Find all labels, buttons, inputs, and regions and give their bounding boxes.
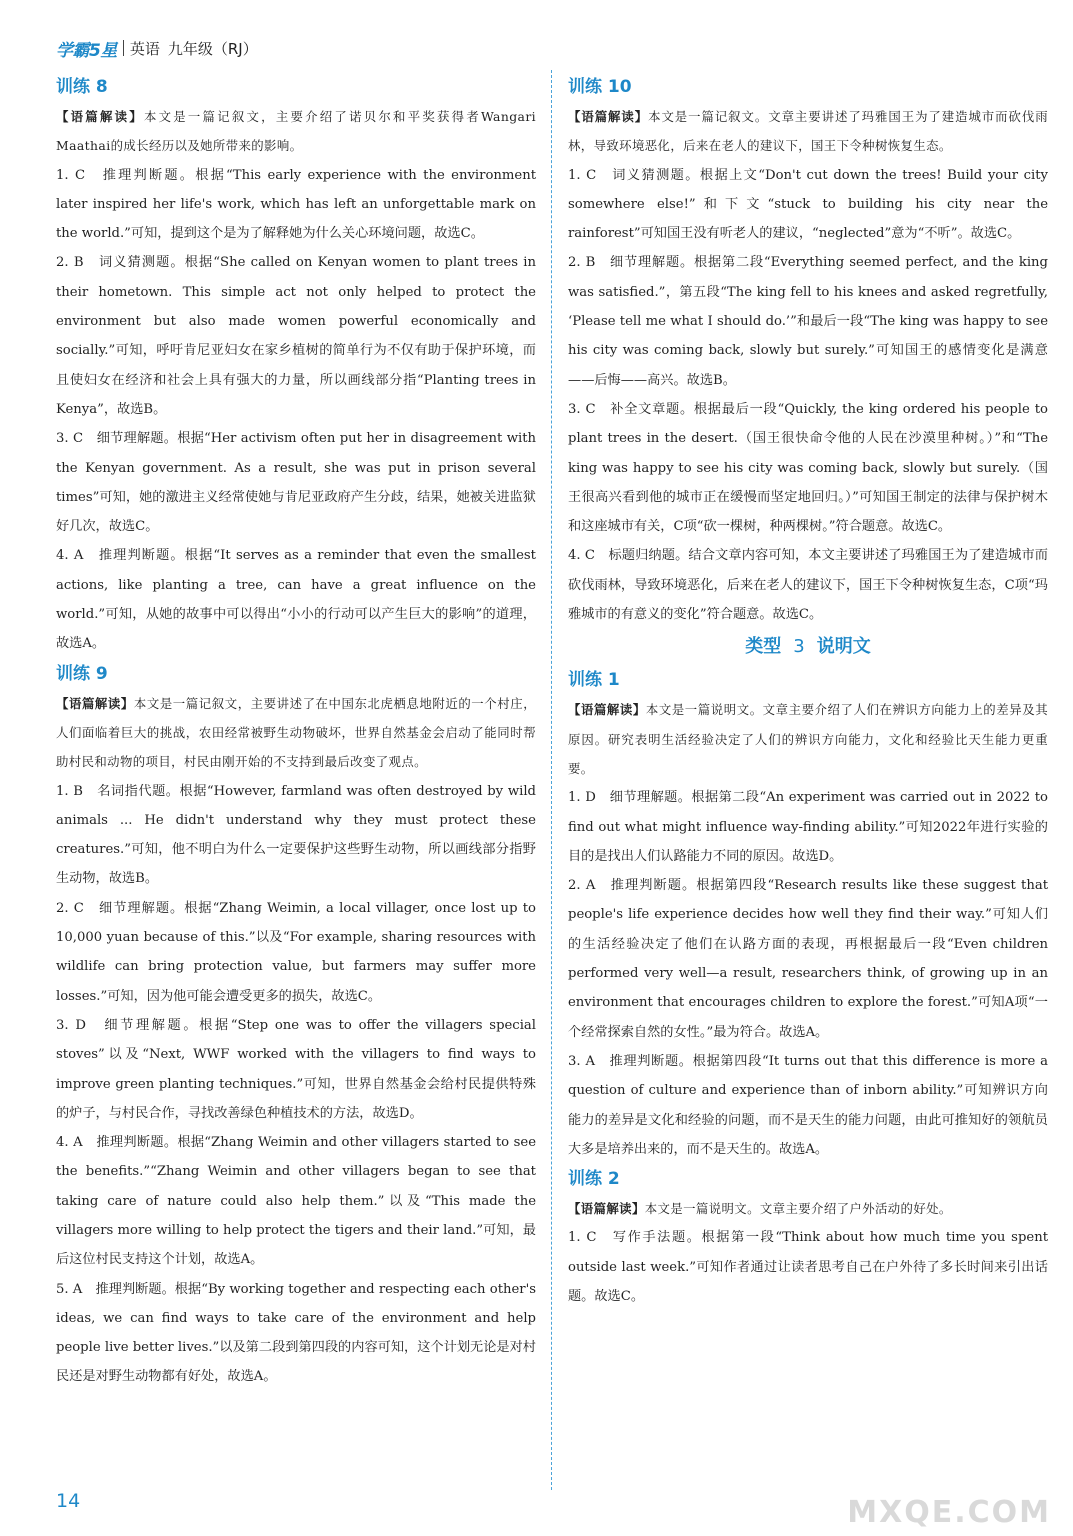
column-divider (551, 70, 552, 1490)
answer-item: 1. C 推理判断题。根据“This early experience with the environment later inspired her life's work, which has left an unforgettable mark on the world.”可知，提到这个是为了解释她为什么关心环境问题，故选C。 (56, 167, 536, 242)
answer-item: 2. A 推理判断题。根据第四段“Research results like these suggest that people's life experience decides how well they find their way.”可知人们的生活经验决定了他们在认路方面的表现，再根据最后一段“Even children performed very well—a result, researchers think, of growing up in an environment that encourages children to explore the forest.”可知A项“一个经常探索自然的女性。”最为符合。故选A。 (568, 878, 1048, 1040)
left-column (56, 72, 536, 1392)
section-title-training-10: 训练 10 (568, 77, 632, 97)
answer-item: 1. C 写作手法题。根据第一段“Think about how much time you spent outside last week.”可知作者通过让读者思考自己在户外待了多长时间来引出话题。故选C。 (568, 1230, 1048, 1304)
brand-logo: 学霸5星 (56, 40, 117, 61)
answer-item: 1. C 词义猜测题。根据上文“Don't cut down the trees! Build your city somewhere else!”和下文“stuck to building his city near the rainforest”可知国王没有听老人的建议，“neglected”意为“不听”。故选C。 (568, 167, 1048, 242)
header-subject: 英语 (129, 39, 160, 58)
page-header (56, 36, 258, 60)
answer-item: 3. D 细节理解题。根据“Step one was to offer the villagers special stoves”以及“Next, WWF worked with the villagers to find ways to improve green planting techniques.”可知，世界自然基金会给村民提供特殊的炉子，与村民合作，寻找改善绿色种植技术的方法，故选D。 (56, 1017, 536, 1121)
answer-item: 5. A 推理判断题。根据“By working together and respecting each other's ideas, we can find ways to take care of the environment and help people live better lives.”以及第二段到第四段的内容可知，这个计划无论是对村民还是对野生动物都有好处，故选A。 (56, 1281, 536, 1385)
answer-item: 4. C 标题归纳题。结合文章内容可知，本文主要讲述了玛雅国王为了建造城市而砍伐雨林，导致环境恶化，后来在老人的建议下，国王下令种树恢复生态，C项“玛雅城市的有意义的变化”符合题意。故选C。 (568, 548, 1048, 623)
section-title-training-2: 训练 2 (568, 1169, 620, 1190)
answer-item: 2. B 词义猜测题。根据“She called on Kenyan women to plant trees in their hometown. This simple act not only helped to protect the environment but also made women powerful economically and socially.”可知，呼吁肯尼亚妇女在家乡植树的简单行为不仅有助于保护环境，而且使妇女在经济和社会上具有强大的力量，所以画线部分指“Planting trees in Kenya”，故选B。 (56, 255, 536, 417)
passage-analysis: 【语篇解读】本文是一篇记叙文，主要介绍了诺贝尔和平奖获得者Wangari Maathai的成长经历以及她所带来的影响。 (56, 109, 537, 154)
passage-analysis: 【语篇解读】本文是一篇说明文。文章主要介绍了人们在辨识方向能力上的差异及其原因。研究表明生活经验决定了人们的辨识方向能力，文化和经验比天生能力更重要。 (568, 702, 1048, 776)
passage-analysis: 【语篇解读】本文是一篇说明文。文章主要介绍了户外活动的好处。 (568, 1201, 952, 1217)
watermark: MXQE.COM (847, 1495, 1051, 1530)
answer-item: 3. C 细节理解题。根据“Her activism often put her in disagreement with the Kenyan government. As a result, she was put in prison several times”可知，她的激进主义经常使她与肯尼亚政府产生分歧，结果，她被关进监狱好几次，故选C。 (56, 431, 536, 535)
header-divider (123, 40, 124, 56)
answer-item: 2. C 细节理解题。根据“Zhang Weimin, a local villager, once lost up to 10,000 yuan because of this.”以及“For example, sharing resources with wildlife can bring protection value, but farmers may suffer more losses.”可知，因为他可能会遭受更多的损失，故选C。 (56, 900, 536, 1004)
answer-item: 3. C 补全文章题。根据最后一段“Quickly, the king ordered his people to plant trees in the desert.（国王很快命令他的人民在沙漠里种树。）”和“The king was happy to see his city was coming back, slowly but surely.（国王很高兴看到他的城市正在缓慢而坚定地回归。）”可知国王制定的法律与保护树木和这座城市有关，C项“砍一棵树，种两棵树。”符合题意。故选C。 (568, 401, 1048, 535)
passage-analysis: 【语篇解读】本文是一篇记叙文，主要讲述了在中国东北虎栖息地附近的一个村庄，人们面临着巨大的挑战，农田经常被野生动物破坏，世界自然基金会启动了能同时帮助村民和动物的项目，村民由刚开始的不支持到最后改变了观点。 (56, 695, 536, 770)
answer-item: 1. D 细节理解题。根据第二段“An experiment was carried out in 2022 to find out what might influence way-finding ability.”可知2022年进行实验的目的是找出人们认路能力不同的原因。故选D。 (568, 790, 1048, 864)
answer-item: 3. A 推理判断题。根据第四段“It turns out that this difference is more a question of culture and experience than of inborn ability.”可知辨识方向能力的差异是文化和经验的问题，而不是天生的能力问题，由此可推知好的领航员大多是培养出来的，而不是天生的。故选A。 (568, 1053, 1048, 1157)
section-title-training-1: 训练 1 (568, 670, 620, 691)
answer-item: 4. A 推理判断题。根据“It serves as a reminder that even the smallest actions, like planting a tree, can have a great influence on the world.”可知，从她的故事中可以得出“小小的行动可以产生巨大的影响”的道理，故选A。 (56, 548, 536, 652)
type-heading: 类型 3 说明文 (745, 636, 871, 658)
passage-analysis: 【语篇解读】本文是一篇记叙文。文章主要讲述了玛雅国王为了建造城市而砍伐雨林，导致环境恶化，后来在老人的建议下，国王下令种树恢复生态。 (568, 109, 1048, 154)
answer-item: 2. B 细节理解题。根据第二段“Everything seemed perfect, and the king was satisfied.”，第五段“The king fell to his knees and asked regretfully, ‘Please tell me what I should do.’”和最后一段“The king was happy to see his city was coming back, slowly but surely.”可知国王的感情变化是满意——后悔——高兴。故选B。 (568, 255, 1048, 388)
answer-item: 4. A 推理判断题。根据“Zhang Weimin and other villagers started to see the benefits.”“Zhang Weimin and other villagers began to see that taking care of nature could also help them.”以及“This made the villagers more willing to help protect the tigers and their land.”可知，最后这位村民支持这个计划，故选A。 (56, 1135, 536, 1268)
page-number: 14 (56, 1490, 81, 1512)
section-title-training-9: 训练 9 (56, 663, 108, 684)
answer-item: 1. B 名词指代题。根据“However, farmland was often destroyed by wild animals ... He didn't understand why they must protect these creatures.”可知，他不明白为什么一定要保护这些野生动物，所以画线部分指野生动物，故选B。 (56, 783, 536, 887)
header-grade: 九年级（RJ） (167, 39, 258, 58)
section-title-training-8: 训练 8 (56, 77, 108, 97)
right-column (568, 72, 1048, 1311)
